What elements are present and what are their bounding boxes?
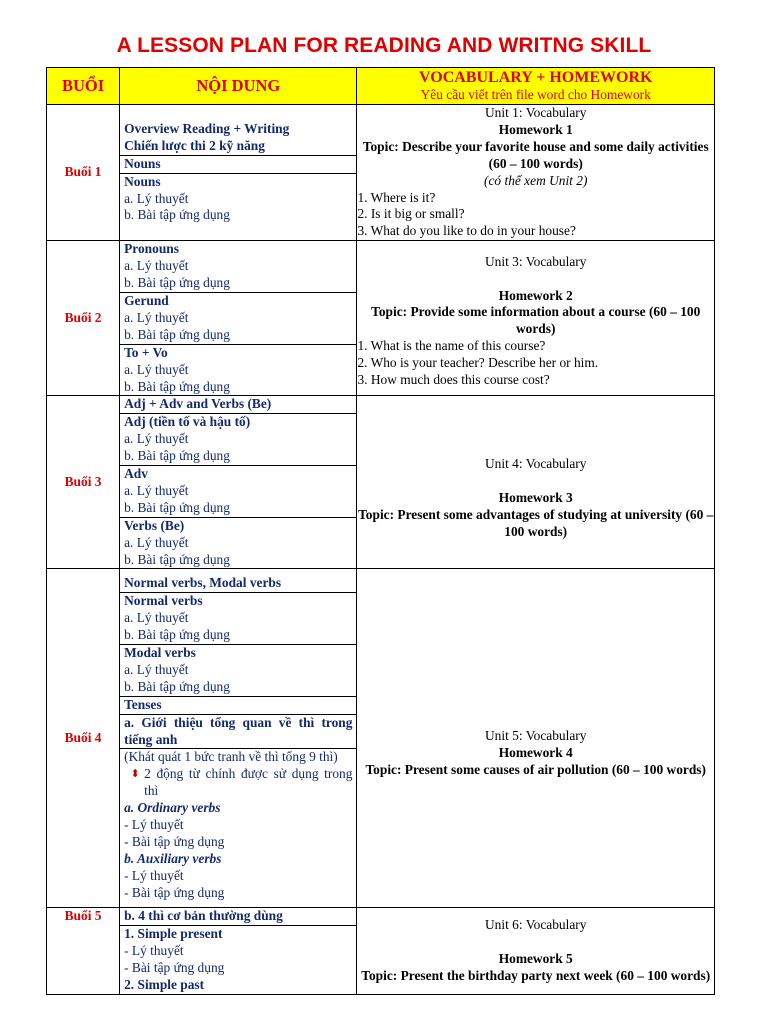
content-line: a. Lý thuyết	[124, 482, 189, 498]
content-block	[120, 748, 356, 901]
content-block	[120, 173, 356, 225]
content-line: a. Lý thuyết	[124, 258, 189, 274]
content-block	[120, 714, 356, 749]
session-label: Buổi 3	[47, 396, 120, 569]
session-label: Buổi 1	[47, 105, 120, 241]
content-line: a. Lý thuyết	[124, 534, 189, 550]
content-line: Tenses	[124, 696, 162, 712]
content-line: Nouns	[124, 155, 161, 171]
content-line: a. Lý thuyết	[124, 431, 189, 447]
homework-cell	[357, 105, 715, 241]
content-line: b. Bài tập ứng dụng	[124, 326, 230, 342]
session-content	[120, 241, 357, 396]
homework-topic: Topic: Provide some information about a course (60 – 100 words)	[371, 304, 701, 337]
content-line: Gerund	[124, 292, 169, 308]
homework-title: Homework 2	[498, 287, 573, 303]
table-row	[47, 908, 715, 995]
session-label: Buổi 2	[47, 241, 120, 396]
arrow-bullet-icon: ⬍	[130, 768, 140, 781]
bullet-item	[124, 766, 352, 800]
content-line: a. Ordinary verbs	[124, 800, 221, 816]
bullet-text: 2 động từ chính được sử dụng trong thì	[144, 766, 353, 799]
content-line: b. 4 thì cơ bản thường dùng	[124, 908, 283, 924]
content-line: 1. Simple present	[124, 926, 223, 942]
content-block	[120, 344, 356, 396]
homework-title: Homework 3	[498, 490, 573, 506]
content-block	[120, 155, 356, 173]
content-line: b. Bài tập ứng dụng	[124, 499, 230, 515]
homework-topic: Topic: Describe your favorite house and some daily activities (60 – 100 words)	[362, 138, 709, 171]
content-line: Normal verbs	[124, 593, 203, 609]
content-line: Adv	[124, 466, 148, 482]
homework-topic: Topic: Present some advantages of studying at university (60 – 100 words)	[358, 506, 714, 539]
homework-note: (có thể xem Unit 2)	[484, 172, 588, 188]
homework-cell	[357, 569, 715, 908]
header-vocabulary-subtitle: Yêu cầu viết trên file word cho Homework	[420, 87, 651, 102]
content-line: 2. Simple past	[124, 977, 205, 993]
content-line: - Bài tập ứng dụng	[124, 884, 225, 900]
content-line: - Lý thuyết	[124, 867, 184, 883]
content-line: - Lý thuyết	[124, 817, 184, 833]
table-row	[47, 569, 715, 908]
content-line: Normal verbs, Modal verbs	[124, 575, 282, 591]
session-label: Buổi 5	[47, 908, 120, 995]
content-line: b. Bài tập ứng dụng	[124, 275, 230, 291]
content-line: a. Lý thuyết	[124, 610, 189, 626]
homework-question: 2. Who is your teacher? Describe her or him.	[357, 355, 599, 371]
session-content	[120, 105, 357, 241]
content-line: a. Giới thiệu tổng quan về thì trong tiếng anh	[124, 714, 353, 747]
content-line: Chiến lược thi 2 kỹ năng	[124, 137, 265, 153]
content-line: - Lý thuyết	[124, 943, 184, 959]
content-line: (Khát quát 1 bức tranh về thì tổng 9 thì)	[124, 749, 338, 765]
session-content	[120, 569, 357, 908]
session-label: Buổi 4	[47, 569, 120, 908]
content-line: a. Lý thuyết	[124, 309, 189, 325]
content-line: Modal verbs	[124, 644, 196, 660]
content-line: b. Bài tập ứng dụng	[124, 551, 230, 567]
content-line: b. Bài tập ứng dụng	[124, 378, 230, 394]
unit-vocabulary: Unit 5: Vocabulary	[485, 728, 587, 744]
document-title: A LESSON PLAN FOR READING AND WRITNG SKILL	[116, 34, 652, 57]
table-row	[47, 396, 715, 569]
homework-question: 1. What is the name of this course?	[357, 338, 546, 354]
header-content: NỘI DUNG	[120, 68, 357, 105]
homework-title: Homework 5	[498, 951, 573, 967]
session-content	[120, 396, 357, 569]
table-header-row	[47, 68, 715, 105]
content-block	[120, 465, 356, 517]
content-block	[120, 292, 356, 344]
content-line: a. Lý thuyết	[124, 361, 189, 377]
homework-topic: Topic: Present the birthday party next week (60 – 100 words)	[361, 968, 711, 984]
table-row	[47, 241, 715, 396]
content-line: a. Lý thuyết	[124, 190, 189, 206]
content-block	[120, 696, 356, 714]
content-line: Overview Reading + Writing	[124, 120, 290, 136]
homework-title: Homework 4	[498, 745, 573, 761]
content-line: a. Lý thuyết	[124, 661, 189, 677]
content-line: Adj + Adv and Verbs (Be)	[124, 396, 272, 412]
content-block	[120, 575, 356, 592]
homework-cell	[357, 396, 715, 569]
content-block	[120, 592, 356, 644]
content-line: b. Bài tập ứng dụng	[124, 207, 230, 223]
content-block	[120, 908, 356, 925]
content-line: - Bài tập ứng dụng	[124, 960, 225, 976]
homework-question: 1. Where is it?	[357, 189, 436, 205]
content-block	[120, 925, 356, 994]
unit-vocabulary: Unit 4: Vocabulary	[485, 456, 587, 472]
content-line: To + Vo	[124, 344, 168, 360]
content-line: Adj (tiền tố và hậu tố)	[124, 414, 251, 430]
content-line: b. Bài tập ứng dụng	[124, 627, 230, 643]
content-line: Pronouns	[124, 241, 179, 257]
content-block	[120, 413, 356, 465]
content-line: b. Bài tập ứng dụng	[124, 678, 230, 694]
homework-topic: Topic: Present some causes of air pollution (60 – 100 words)	[365, 761, 706, 777]
content-line: b. Bài tập ứng dụng	[124, 448, 230, 464]
header-vocabulary-homework	[357, 68, 715, 105]
unit-vocabulary: Unit 3: Vocabulary	[485, 253, 587, 269]
content-line: b. Auxiliary verbs	[124, 850, 222, 866]
content-block	[120, 121, 356, 155]
content-block	[120, 241, 356, 292]
homework-question: 3. How much does this course cost?	[357, 372, 550, 388]
session-content	[120, 908, 357, 995]
content-block	[120, 644, 356, 696]
homework-title: Homework 1	[498, 121, 573, 137]
content-line: Nouns	[124, 173, 161, 189]
content-line: - Bài tập ứng dụng	[124, 833, 225, 849]
unit-vocabulary: Unit 1: Vocabulary	[485, 105, 587, 120]
homework-cell	[357, 241, 715, 396]
table-row	[47, 105, 715, 241]
content-line: Verbs (Be)	[124, 517, 185, 533]
homework-cell	[357, 908, 715, 995]
homework-question: 2. Is it big or small?	[357, 206, 465, 222]
unit-vocabulary: Unit 6: Vocabulary	[485, 917, 587, 933]
content-block	[120, 396, 356, 413]
header-vocabulary-title: VOCABULARY + HOMEWORK	[419, 69, 653, 86]
lesson-plan-table	[46, 67, 715, 995]
header-session: BUỔI	[47, 68, 120, 105]
homework-question: 3. What do you like to do in your house?	[357, 223, 576, 239]
content-block	[120, 517, 356, 569]
